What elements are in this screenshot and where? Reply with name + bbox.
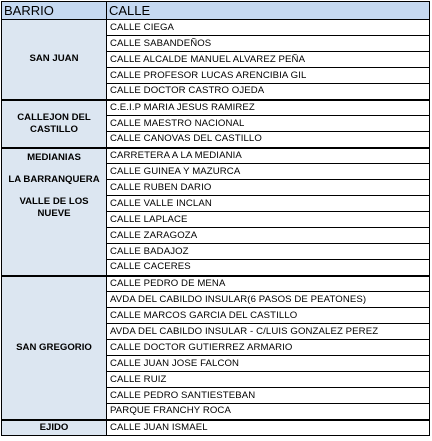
calle-cell: CALLE JUAN JOSE FALCON	[107, 356, 430, 372]
calle-cell: CALLE PEDRO SANTIESTEBAN	[107, 388, 430, 404]
barrio-calle-table	[1, 1, 430, 436]
calle-cell: CALLE VALLE INCLAN	[107, 196, 430, 212]
barrio-cell	[2, 148, 107, 276]
calle-cell: CALLE DOCTOR CASTRO OJEDA	[107, 84, 430, 100]
barrio-group	[2, 20, 430, 100]
barrio-name: EJIDO	[39, 421, 69, 433]
barrio-cell	[2, 100, 107, 148]
calle-cell: CALLE RUBEN DARIO	[107, 180, 430, 196]
calle-cell: CARRETERA A LA MEDIANIA	[107, 148, 430, 164]
barrio-name: SAN GREGORIO	[16, 341, 92, 353]
calle-cell: CALLE RUIZ	[107, 372, 430, 388]
calle-cell: CALLE CIEGA	[107, 20, 430, 36]
calle-cell: CALLE JUAN ISMAEL	[107, 420, 430, 436]
table-row	[2, 276, 430, 292]
table-row	[2, 20, 430, 36]
calle-cell: AVDA DEL CABILDO INSULAR(6 PASOS DE PEATONES)	[107, 292, 430, 308]
calle-cell: CALLE LAPLACE	[107, 212, 430, 228]
table-row	[2, 420, 430, 436]
barrio-group	[2, 100, 430, 148]
calle-cell: CALLE PEDRO DE MENA	[107, 276, 430, 292]
calle-cell: CALLE CACERES	[107, 260, 430, 276]
barrio-name: LA BARRANQUERA	[8, 173, 100, 185]
barrio-cell	[2, 20, 107, 100]
barrio-group	[2, 148, 430, 276]
barrio-group	[2, 276, 430, 420]
table-row	[2, 148, 430, 164]
calle-cell: C.E.I.P MARIA JESUS RAMIREZ	[107, 100, 430, 116]
header-calle: CALLE	[107, 2, 430, 20]
calle-cell: CALLE SABANDEÑOS	[107, 36, 430, 52]
barrio-name: VALLE DE LOS NUEVE	[19, 195, 89, 219]
calle-cell: CALLE ALCALDE MANUEL ALVAREZ PEÑA	[107, 52, 430, 68]
calle-cell: CALLE MARCOS GARCIA DEL CASTILLO	[107, 308, 430, 324]
barrio-name: CALLEJON DEL CASTILLO	[17, 111, 91, 135]
calle-cell: PARQUE FRANCHY ROCA	[107, 404, 430, 420]
barrio-group	[2, 420, 430, 436]
barrio-name: MEDIANIAS	[27, 151, 81, 163]
calle-cell: CALLE ZARAGOZA	[107, 228, 430, 244]
calle-cell: CALLE GUINEA Y MAZURCA	[107, 164, 430, 180]
barrio-cell	[2, 420, 107, 436]
calle-cell: CALLE BADAJOZ	[107, 244, 430, 260]
table-row	[2, 100, 430, 116]
calle-cell: CALLE CANOVAS DEL CASTILLO	[107, 132, 430, 148]
calle-cell: CALLE MAESTRO NACIONAL	[107, 116, 430, 132]
header-row	[2, 2, 430, 20]
calle-cell: CALLE DOCTOR GUTIERREZ ARMARIO	[107, 340, 430, 356]
header-barrio: BARRIO	[2, 2, 107, 20]
barrio-name: SAN JUAN	[29, 53, 79, 65]
calle-cell: AVDA DEL CABILDO INSULAR - C/LUIS GONZALEZ PEREZ	[107, 324, 430, 340]
calle-cell: CALLE PROFESOR LUCAS ARENCIBIA GIL	[107, 68, 430, 84]
barrio-cell	[2, 276, 107, 420]
